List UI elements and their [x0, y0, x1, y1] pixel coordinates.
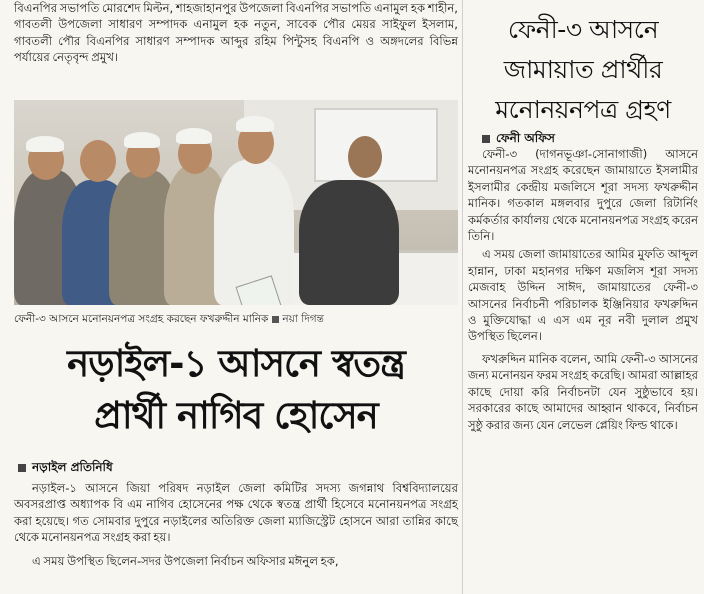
feni-headline-line3: মনোনয়নপত্র গ্রহণ [495, 95, 671, 124]
column-divider [462, 0, 463, 594]
narail-para2: এ সময় উপস্থিত ছিলেন-সদর উপজেলা নির্বাচন অফিসার মঈনুল হক, [32, 554, 339, 569]
feni-para2: এ সময় জেলা জামায়াতের আমির মুফতি আব্দুল হান্নান, ঢাকা মহানগর দক্ষিণ মজলিস শূরা সদস্য মেজবাহ উদ্দিন সাঈদ, জামায়াতের ফেনী-৩ আসনের নির্বাচনী পরিচালক ইঞ্জিনিয়ার ফখরুদ্দিন ও মুক্তিযোদ্ধা এ এস এম নূর নবী দুলাল প্রমুখ উপস্থিত ছিলেন। [468, 247, 698, 344]
feni-para1: ফেনী-৩ (দাগনভূঞা-সোনাগাজী) আসনে মনোনয়নপত্র সংগ্রহ করেছেন জামায়াতে ইসলামীর ইসলামীর কেন্দ্রীয় মজলিসে শূরা সদস্য ফখরুদ্দীন মানিক। গতকাল মঙ্গলবার দুপুরে জেলা রিটার্নিং কর্মকর্তার কার্যালয় থেকে মনোনয়নপত্র সংগ্রহ করেন তিনি। [468, 147, 698, 244]
left-column [14, 0, 458, 65]
narail-byline [18, 459, 113, 479]
feni-body [468, 146, 698, 433]
narail-byline-text: নড়াইল প্রতিনিধি [32, 460, 113, 474]
feni-headline-line1: ফেনী-৩ আসনে [507, 15, 659, 44]
photo-source: নয়া দিগন্ত [282, 313, 324, 325]
news-photo [14, 100, 458, 305]
narail-headline-line2: প্রার্থী নাগিব হোসেন [94, 394, 378, 437]
narail-body [14, 480, 458, 569]
narail-para1: নড়াইল-১ আসনে জিয়া পরিষদ নড়াইল জেলা কমিটির সদস্য জগন্নাথ বিশ্ববিদ্যালয়ের অবসরপ্রাপ্ত অধ্যাপক বি এম নাগিব হোসেনের পক্ষ থেকে স্বতন্ত্র প্রার্থী হিসেবে মনোনয়নপত্র সংগ্রহ করা হয়েছে। গত সোমবার দুপুরে নড়াইলের অতিরিক্ত জেলা ম্যাজিস্ট্রেট হোসনে আরা তান্নির কাছে থেকে মনোনয়নপত্র সংগ্রহ করা হয়। [14, 481, 458, 544]
feni-headline [468, 10, 698, 130]
feni-headline-line2: জামায়াত প্রার্থীর [503, 55, 663, 84]
feni-para3: ফখরুদ্দিন মানিক বলেন, আমি ফেনী-৩ আসনের জন্য মনোনয়ন ফরম সংগ্রহ করেছি। আমরা আল্লাহর কাছে দোয়া করি নির্বাচনটা যেন সুষ্ঠুভাবে হয়। সরকারের কাছে আমাদের আহ্বান থাকবে, নির্বাচন সুষ্ঠু করার জন্য যেন লেভেল প্লেয়িং ফিল্ড থাকে। [468, 351, 698, 432]
square-bullet-icon [272, 316, 279, 323]
feni-byline-text: ফেনী অফিস [496, 131, 555, 145]
narail-headline [14, 338, 458, 442]
top-paragraph: বিএনপির সভাপতি মোরশেদ মিল্টন, শাহজাহানপুর উপজেলা বিএনপির সভাপতি এনামুল হক শাহীন, গাবতলী উপজেলা সাধারণ সম্পাদক এনামুল হক নতুন, সাবেক পৌর মেয়র সাইফুল ইসলাম, গাবতলী পৌর বিএনপির সাধারণ সম্পাদক আব্দুর রহিম পিন্টুসহ বিএনপি ও অঙ্গদলের বিভিন্ন পর্যায়ের নেতৃবৃন্দ প্রমুখ। [14, 1, 458, 64]
narail-headline-line1: নড়াইল-১ আসনে স্বতন্ত্র [67, 342, 405, 385]
photo-caption-text: ফেনী-৩ আসনে মনোনয়নপত্র সংগ্রহ করছেন ফখরুদ্দীন মানিক [14, 313, 269, 325]
photo-caption [14, 312, 458, 326]
square-bullet-icon [18, 464, 26, 472]
square-bullet-icon [482, 135, 490, 143]
